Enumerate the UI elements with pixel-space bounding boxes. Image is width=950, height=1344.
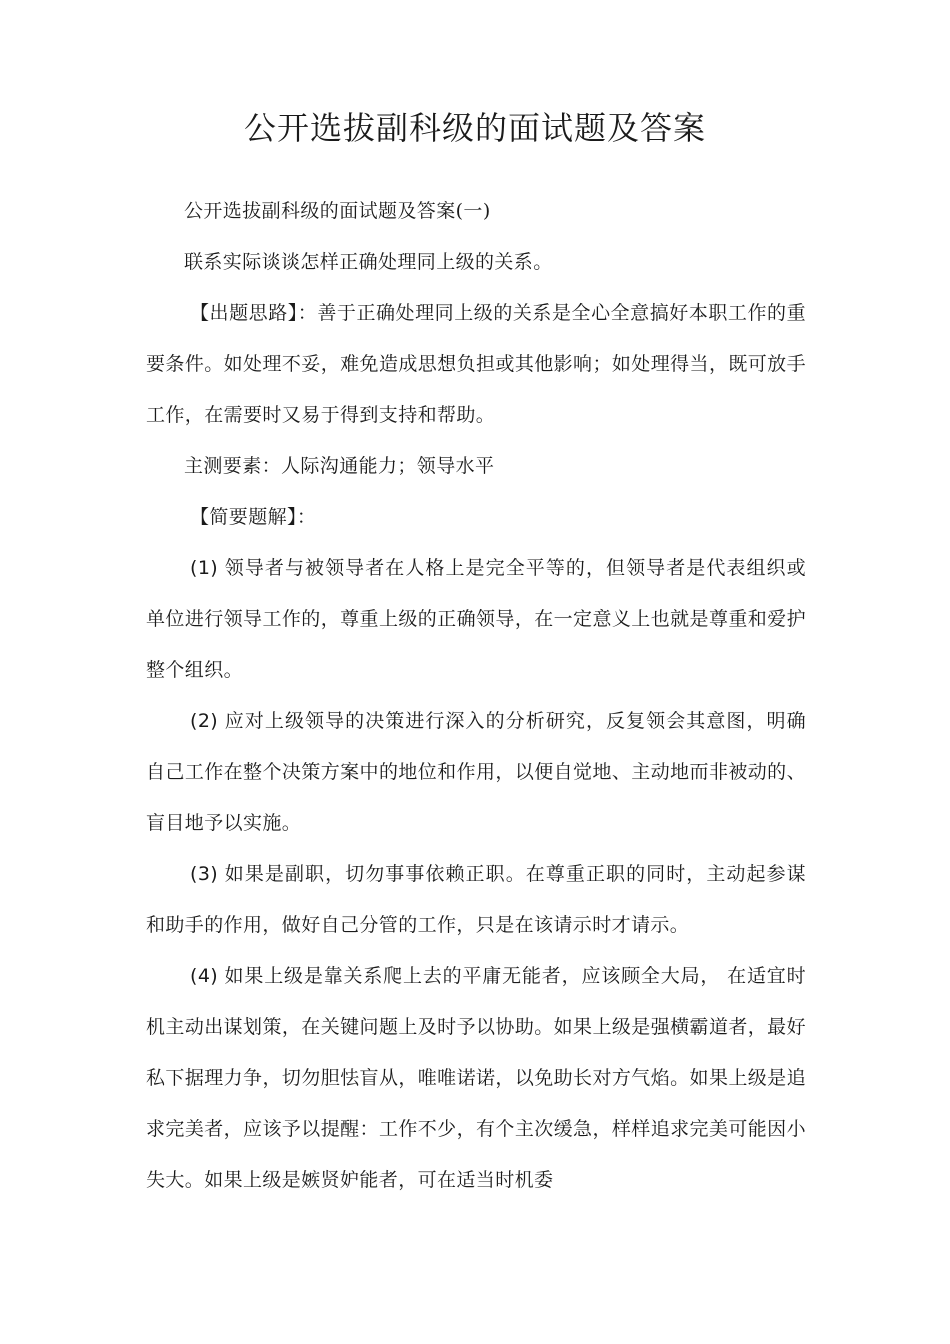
point-number: (1)	[190, 557, 219, 579]
question-text: 联系实际谈谈怎样正确处理同上级的关系。	[184, 251, 553, 273]
answer-point	[146, 696, 806, 849]
subtitle: 公开选拔副科级的面试题及答案(一)	[184, 200, 491, 222]
point-text: 应对上级领导的决策进行深入的分析研究，反复领会其意图，明确自己工作在整个决策方案中的地位和作用，以便自觉地、主动地而非被动的、盲目地予以实施。	[146, 710, 806, 834]
idea-paragraph	[146, 288, 806, 441]
answer-label: 【简要题解】：	[190, 506, 317, 528]
idea-label: 【出题思路】：	[190, 302, 318, 324]
point-number: (4)	[190, 965, 219, 987]
point-text: 领导者与被领导者在人格上是完全平等的，但领导者是代表组织或单位进行领导工作的，尊重上级的正确领导，在一定意义上也就是尊重和爱护整个组织。	[146, 557, 806, 681]
elements-text: 主测要素：人际沟通能力；领导水平	[184, 455, 495, 477]
answer-point	[146, 543, 806, 696]
idea-text: 善于正确处理同上级的关系是全心全意搞好本职工作的重要条件。如处理不妥，难免造成思想负担或其他影响；如处理得当，既可放手工作，在需要时又易于得到支持和帮助。	[146, 302, 806, 426]
point-number: (3)	[190, 863, 219, 885]
answer-point	[146, 951, 806, 1206]
point-text: 如果是副职，切勿事事依赖正职。在尊重正职的同时，主动起参谋和助手的作用，做好自己分管的工作，只是在该请示时才请示。	[146, 863, 806, 936]
point-text: 如果上级是靠关系爬上去的平庸无能者，应该顾全大局， 在适宜时机主动出谋划策，在关键问题上及时予以协助。如果上级是强横霸道者，最好私下据理力争，切勿胆怯盲从，唯唯诺诺，以免助长对方气焰。如果上级是追求完美者，应该予以提醒：工作不少，有个主次缓急，样样追求完美可能因小失大。如果上级是嫉贤妒能者，可在适当时机委	[146, 965, 806, 1191]
point-number: (2)	[190, 710, 219, 732]
document-body	[146, 186, 806, 1206]
answer-point	[146, 849, 806, 951]
page-title: 公开选拔副科级的面试题及答案	[243, 109, 706, 147]
